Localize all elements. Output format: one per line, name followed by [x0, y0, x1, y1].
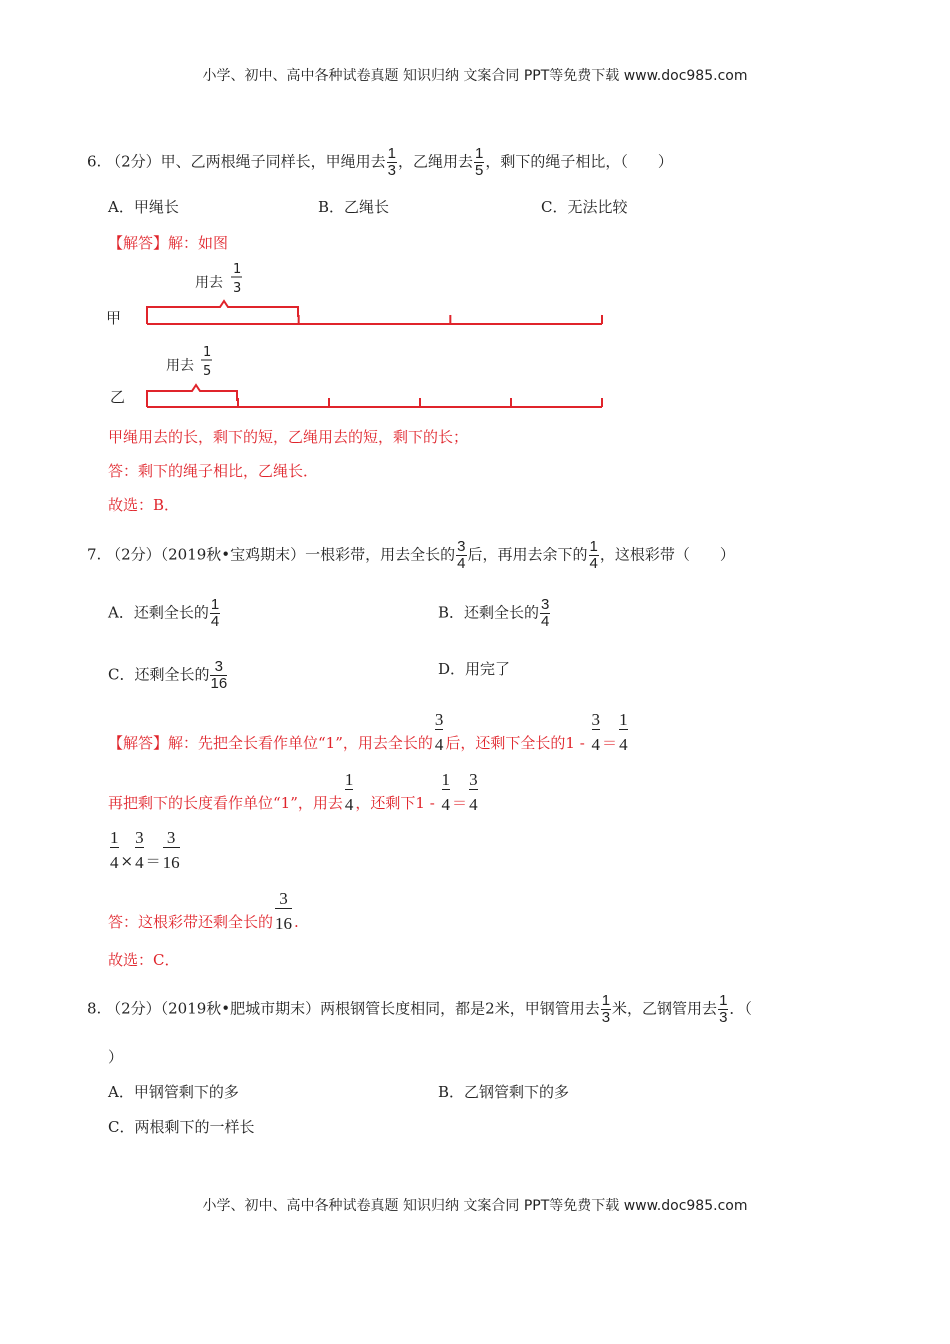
- fraction-denominator: 4: [344, 795, 354, 814]
- row2-label: 乙: [110, 388, 126, 406]
- q6-option-c: C．无法比较: [541, 198, 628, 216]
- row2-used-label: 用去: [166, 358, 194, 374]
- fraction: [469, 770, 478, 814]
- fraction-numerator: 3: [457, 538, 466, 555]
- fraction: [456, 539, 466, 572]
- fraction: [110, 828, 119, 872]
- text-segment: 6. （2分）甲、乙两根绳子同样长，甲绳用去: [87, 152, 386, 171]
- fraction: [601, 993, 611, 1026]
- q7-solution-1: [108, 710, 630, 754]
- fraction: [135, 828, 144, 872]
- fraction-denominator: 4: [110, 853, 119, 872]
- row1-used-label: 用去: [195, 275, 223, 291]
- text-segment: 答：这根彩带还剩全长的: [108, 913, 274, 931]
- text-segment: .: [294, 913, 299, 931]
- q7-option-c: [108, 659, 228, 692]
- text-segment: ＝: [145, 852, 161, 870]
- text-segment: 8. （2分）（2019秋•肥城市期末）两根钢管长度相同，都是2米，甲钢管用去: [87, 999, 600, 1018]
- q6-stem: [87, 146, 673, 179]
- fraction-denominator: 16: [275, 914, 293, 933]
- fraction: [589, 539, 599, 572]
- row2-frac-den: 5: [203, 364, 212, 379]
- q6-choice: 故选：B．: [108, 496, 180, 514]
- text-segment: ，乙绳用去: [397, 152, 473, 171]
- text-segment: 后，再用去余下的: [467, 545, 588, 564]
- text-segment: ×: [120, 852, 134, 870]
- row1-bar: [147, 315, 602, 324]
- text-segment: D．用完了: [438, 660, 511, 678]
- fraction-numerator: 3: [275, 890, 292, 909]
- row2-frac-num: 1: [203, 345, 212, 360]
- fraction-numerator: 3: [135, 828, 144, 847]
- fraction-denominator: 4: [210, 613, 220, 630]
- fraction-numerator: 1: [387, 145, 396, 162]
- fraction-denominator: 3: [719, 1009, 728, 1026]
- fraction: [434, 710, 444, 754]
- fraction-denominator: 3: [601, 1009, 611, 1026]
- q6-answer-intro: 【解答】解：如图: [108, 234, 229, 252]
- fraction-numerator: 3: [210, 659, 227, 676]
- row1-frac-den: 3: [233, 281, 242, 296]
- fraction-numerator: 1: [719, 992, 728, 1009]
- fraction-denominator: 4: [541, 613, 550, 630]
- row2-brace: [147, 385, 237, 401]
- text-segment: 米，乙钢管用去: [612, 999, 718, 1018]
- row1-label: 甲: [106, 309, 122, 327]
- row2-bar: [147, 398, 602, 407]
- q7-solution-3: [108, 828, 182, 872]
- q7-solution-2: [108, 770, 480, 814]
- text-segment: ，这根彩带（ ）: [599, 545, 735, 564]
- text-segment: 再把剩下的长度看作单位“1”，用去: [108, 794, 343, 812]
- q7-choice: 故选：C．: [108, 951, 180, 969]
- q6-explain: 甲绳用去的长，剩下的短，乙绳用去的短，剩下的长；: [108, 428, 469, 446]
- q6-option-b: B．乙绳长: [318, 198, 390, 216]
- text-segment: 7. （2分）（2019秋•宝鸡期末）一根彩带，用去全长的: [87, 545, 456, 564]
- text-segment: ，还剩下1 -: [355, 794, 440, 812]
- text-segment: ＝: [602, 734, 618, 752]
- fraction-numerator: 1: [344, 770, 354, 789]
- text-segment: C．还剩全长的: [108, 665, 210, 684]
- fraction-numerator: 3: [434, 710, 444, 729]
- text-segment: ，剩下的绳子相比，（ ）: [485, 152, 673, 171]
- fraction-numerator: 1: [601, 992, 611, 1009]
- fraction: [591, 710, 601, 754]
- q8-option-c: C．两根剩下的一样长: [108, 1118, 255, 1136]
- fraction-denominator: 4: [469, 795, 478, 814]
- fraction: [344, 770, 354, 814]
- fraction-numerator: 1: [110, 828, 119, 847]
- q8-stem: [87, 993, 752, 1026]
- fraction-numerator: 1: [619, 710, 628, 729]
- text-segment: 【解答】解：先把全长看作单位“1”，用去全长的: [108, 734, 433, 752]
- q7-solution-4: [108, 889, 299, 933]
- q7-option-a: [108, 597, 221, 630]
- q7-option-d: [438, 659, 510, 679]
- text-segment: A．还剩全长的: [108, 603, 209, 622]
- fraction-numerator: 3: [541, 596, 550, 613]
- q8-option-a: A．甲钢管剩下的多: [108, 1083, 239, 1101]
- fraction-denominator: 5: [474, 162, 484, 179]
- fraction: [387, 146, 397, 179]
- fraction-denominator: 4: [591, 735, 601, 754]
- q7-option-b: [438, 597, 551, 630]
- fraction-numerator: 3: [163, 829, 180, 848]
- fraction-denominator: 4: [589, 555, 598, 572]
- fraction-denominator: 16: [210, 675, 228, 692]
- q7-stem: [87, 539, 735, 572]
- text-segment: ＝: [452, 794, 468, 812]
- page-header: 小学、初中、高中各种试卷真题 知识归纳 文案合同 PPT等免费下载 www.doc985.com: [202, 68, 748, 84]
- text-segment: 后，还剩下全长的1 -: [445, 734, 590, 752]
- fraction-numerator: 3: [469, 770, 478, 789]
- fraction-denominator: 4: [441, 795, 451, 814]
- fraction-numerator: 1: [589, 538, 598, 555]
- text-segment: B．还剩全长的: [438, 603, 540, 622]
- fraction: [210, 597, 220, 630]
- fraction: [441, 770, 451, 814]
- q6-option-a: A．甲绳长: [108, 198, 179, 216]
- row1-frac-num: 1: [233, 262, 242, 277]
- fraction-numerator: 1: [441, 770, 451, 789]
- rope-diagram: [100, 255, 610, 415]
- fraction-denominator: 4: [135, 853, 144, 872]
- q8-option-b: B．乙钢管剩下的多: [438, 1083, 570, 1101]
- fraction-denominator: 4: [434, 735, 444, 754]
- fraction-denominator: 4: [457, 555, 466, 572]
- fraction: [474, 146, 484, 179]
- fraction-numerator: 1: [474, 145, 484, 162]
- fraction: [619, 710, 628, 754]
- fraction: [275, 889, 293, 933]
- fraction: [718, 993, 728, 1026]
- fraction-denominator: 3: [387, 162, 396, 179]
- fraction: [210, 659, 227, 692]
- fraction-denominator: 16: [162, 853, 180, 872]
- q6-answer: 答：剩下的绳子相比，乙绳长．: [108, 462, 319, 480]
- fraction: [162, 828, 180, 872]
- fraction-numerator: 1: [210, 596, 220, 613]
- fraction: [540, 597, 550, 630]
- fraction-numerator: 3: [591, 710, 601, 729]
- page-footer: 小学、初中、高中各种试卷真题 知识归纳 文案合同 PPT等免费下载 www.doc985.com: [202, 1198, 748, 1214]
- row1-brace: [147, 301, 298, 317]
- fraction-denominator: 4: [619, 735, 628, 754]
- text-segment: ．（: [729, 999, 752, 1018]
- q8-stem-end: ）: [108, 1048, 124, 1066]
